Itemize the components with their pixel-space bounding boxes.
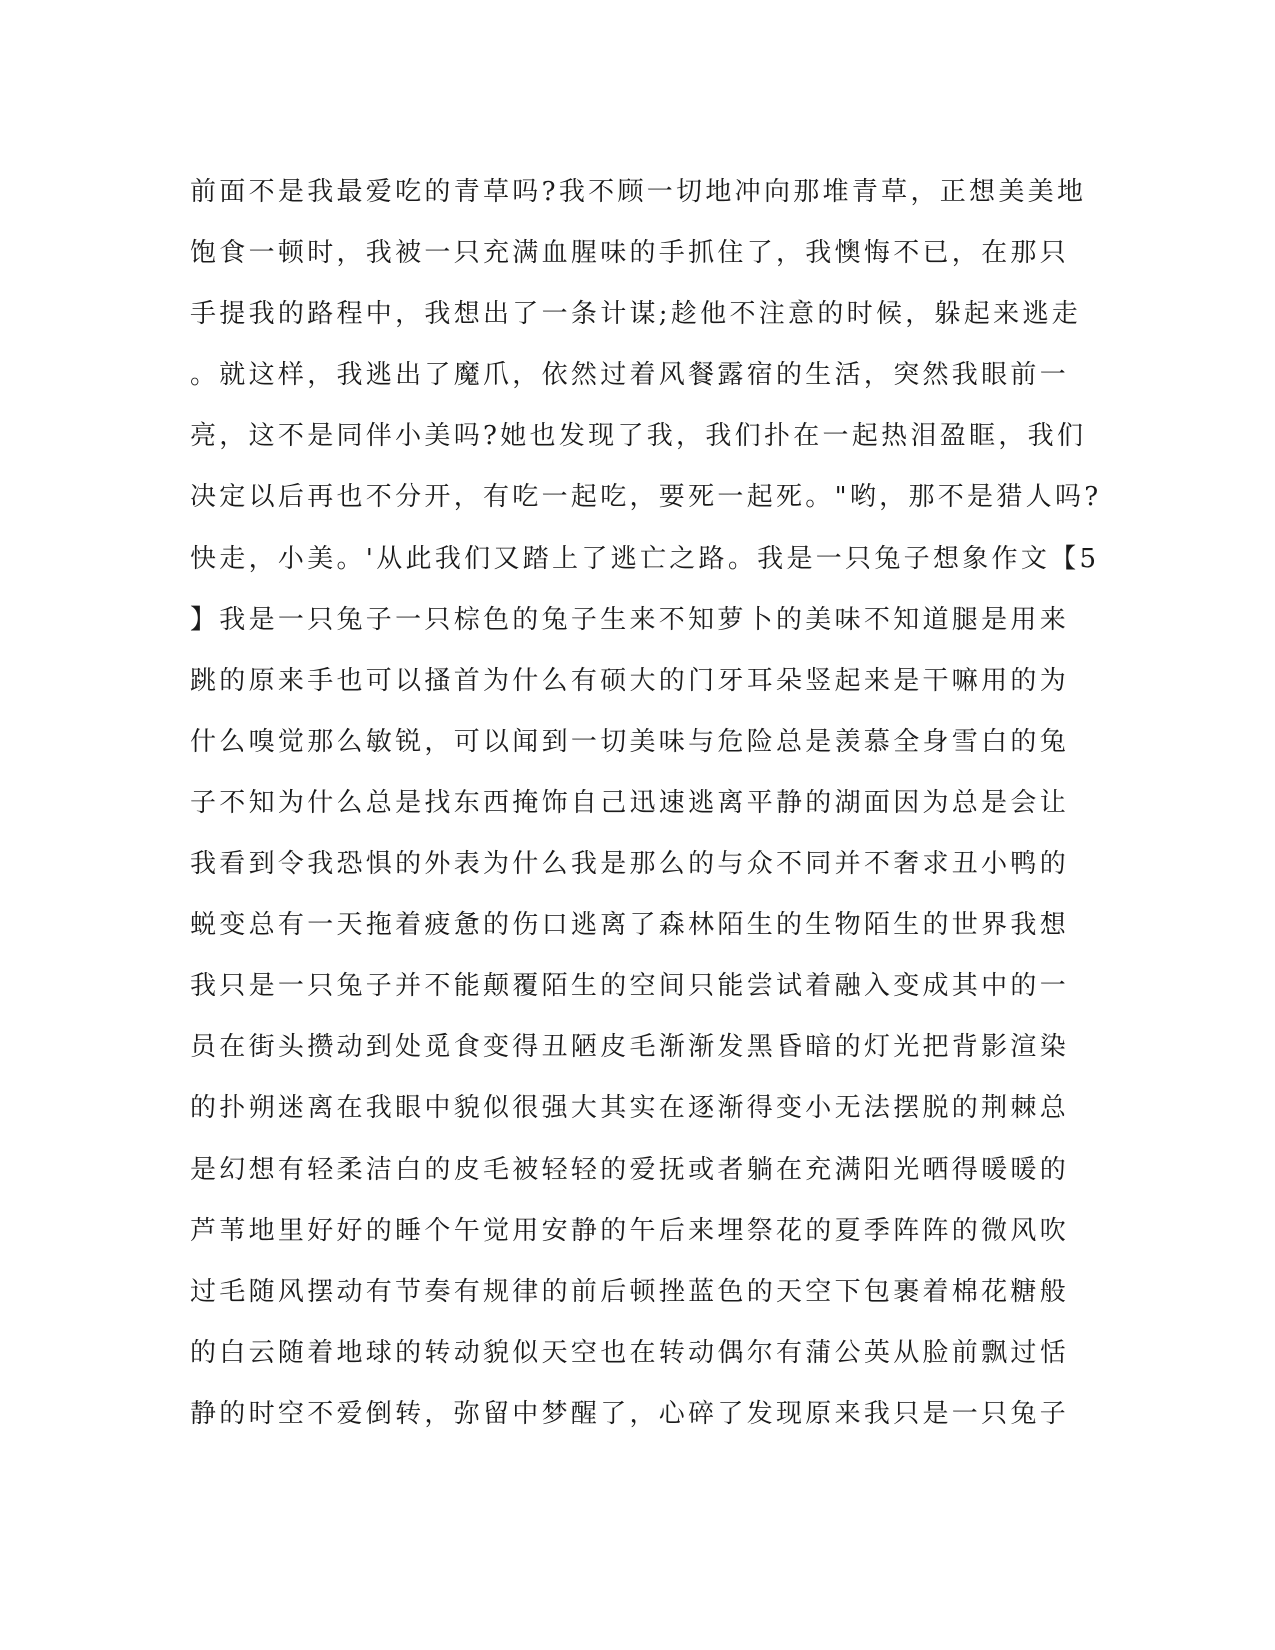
text-line: 的白云随着地球的转动貌似天空也在转动偶尔有蒲公英从脸前飘过恬 [190,1337,1070,1368]
text-line: 是幻想有轻柔洁白的皮毛被轻轻的爱抚或者躺在充满阳光晒得暖暖的 [190,1154,1070,1185]
text-line: 跳的原来手也可以搔首为什么有硕大的门牙耳朵竖起来是干嘛用的为 [190,665,1070,696]
text-line: 】我是一只兔子一只棕色的兔子生来不知萝卜的美味不知道腿是用来 [190,604,1070,635]
text-line: 饱食一顿时，我被一只充满血腥味的手抓住了，我懊悔不已，在那只 [190,238,1070,269]
text-line: 的扑朔迷离在我眼中貌似很强大其实在逐渐得变小无法摆脱的荆棘总 [190,1093,1070,1124]
text-line: 子不知为什么总是找东西掩饰自己迅速逃离平静的湖面因为总是会让 [190,787,1070,818]
text-line: 我看到令我恐惧的外表为什么我是那么的与众不同并不奢求丑小鸭的 [190,849,1070,880]
text-line: 蜕变总有一天拖着疲惫的伤口逃离了森林陌生的生物陌生的世界我想 [190,910,1070,941]
text-line: 什么嗅觉那么敏锐，可以闻到一切美味与危险总是羡慕全身雪白的兔 [190,726,1070,757]
body-text [190,162,1102,1445]
text-line: 快走，小美。'从此我们又踏上了逃亡之路。我是一只兔子想象作文【5 [190,543,1100,574]
text-line: 芦苇地里好好的睡个午觉用安静的午后来埋祭花的夏季阵阵的微风吹 [190,1215,1070,1246]
text-line: 决定以后再也不分开，有吃一起吃，要死一起死。"哟，那不是猎人吗? [190,482,1102,513]
text-line: 我只是一只兔子并不能颠覆陌生的空间只能尝试着融入变成其中的一 [190,971,1070,1002]
text-line: 前面不是我最爱吃的青草吗?我不顾一切地冲向那堆青草，正想美美地 [190,177,1087,207]
text-line: 员在街头攒动到处觅食变得丑陋皮毛渐渐发黑昏暗的灯光把背影渲染 [190,1032,1070,1063]
text-line: 静的时空不爱倒转，弥留中梦醒了，心碎了发现原来我只是一只兔子 [190,1398,1070,1429]
text-line: 过毛随风摆动有节奏有规律的前后顿挫蓝色的天空下包裹着棉花糖般 [190,1276,1070,1307]
text-line: 。就这样，我逃出了魔爪，依然过着风餐露宿的生活，突然我眼前一 [190,360,1070,391]
text-line: 亮，这不是同伴小美吗?她也发现了我，我们扑在一起热泪盈眶，我们 [190,421,1087,452]
text-line: 手提我的路程中，我想出了一条计谋;趁他不注意的时候，躲起来逃走 [190,299,1082,330]
